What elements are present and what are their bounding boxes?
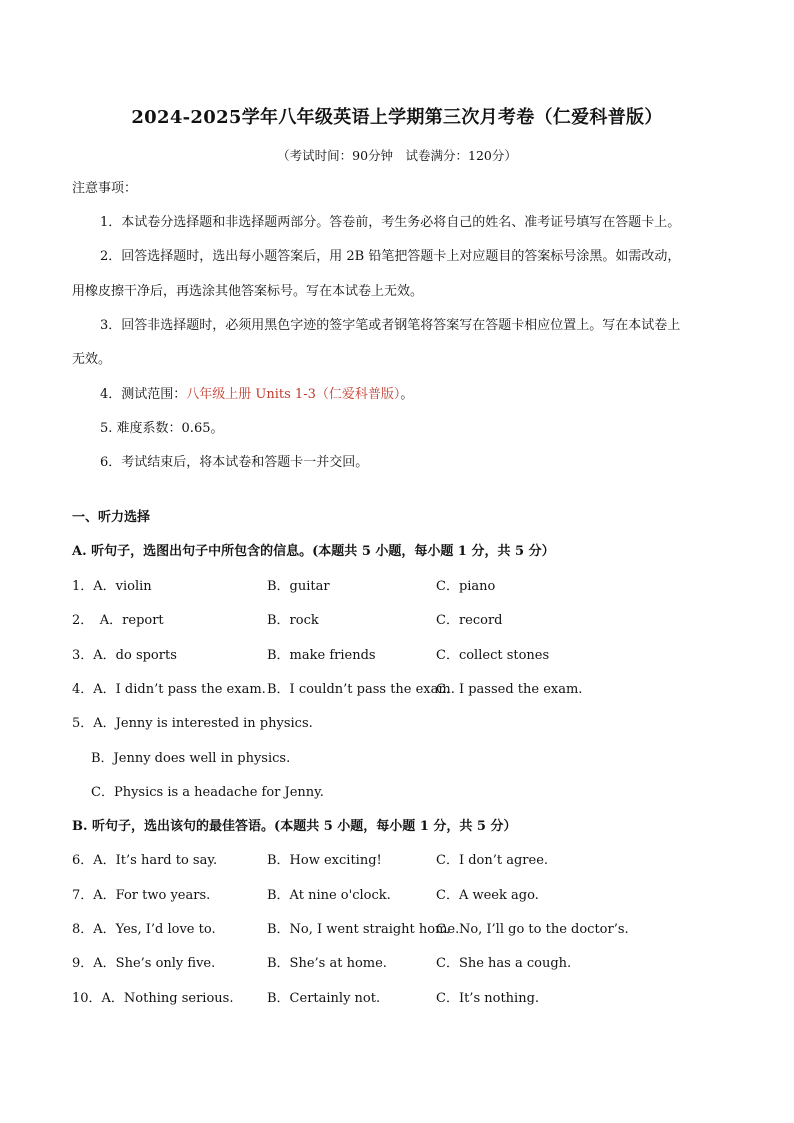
notice-item-2-line-2: 用橡皮擦干净后，再选涂其他答案标号。写在本试卷上无效。 xyxy=(72,284,424,299)
notice-item-4-suffix: 。 xyxy=(400,387,414,402)
q2-option-c: C．record xyxy=(436,613,503,628)
q9-option-c: C．She has a cough. xyxy=(436,956,572,971)
notice-item-3-line-2: 无效。 xyxy=(72,352,112,367)
q5-option-c: C．Physics is a headache for Jenny. xyxy=(91,785,324,800)
q8-option-b: B．No, I went straight home. xyxy=(267,922,460,937)
exam-subtitle: （考试时间：90分钟 试卷满分：120分） xyxy=(277,148,517,163)
q6-option-b: B．How exciting! xyxy=(267,853,382,868)
notice-item-3-line-1: 3．回答非选择题时，必须用黑色字迹的签字笔或者钢笔将答案写在答题卡相应位置上。写在本试卷上 xyxy=(100,318,681,333)
q9-option-b: B．She’s at home. xyxy=(267,956,387,971)
q10-option-c: C．It’s nothing. xyxy=(436,991,540,1006)
q3-option-a: 3．A．do sports xyxy=(72,648,177,663)
exam-title: 2024-2025学年八年级英语上学期第三次月考卷（仁爱科普版） xyxy=(131,107,663,128)
q7-option-b: B．At nine o'clock. xyxy=(267,888,391,903)
notice-item-4-prefix: 4．测试范围： xyxy=(100,387,187,402)
notice-item-5: 5. 难度系数：0.65。 xyxy=(100,421,224,436)
part-b-instruction: B. 听句子，选出该句的最佳答语。(本题共 5 小题，每小题 1 分，共 5 分） xyxy=(72,819,517,834)
q4-option-b: B．I couldn’t pass the exam. xyxy=(267,682,455,697)
q6-option-c: C．I don’t agree. xyxy=(436,853,549,868)
q1-option-b: B．guitar xyxy=(267,579,330,594)
q10-option-a: 10．A．Nothing serious. xyxy=(72,991,234,1006)
q1-option-c: C．piano xyxy=(436,579,496,594)
q3-option-b: B．make friends xyxy=(267,648,376,663)
q5-option-a: 5．A．Jenny is interested in physics. xyxy=(72,716,313,731)
test-range: 八年级上册 Units 1-3（仁爱科普版） xyxy=(186,387,401,402)
q2-option-a: 2． A．report xyxy=(72,613,164,628)
q5-option-b: B．Jenny does well in physics. xyxy=(91,751,291,766)
q4-option-a: 4．A．I didn’t pass the exam. xyxy=(72,682,266,697)
part-a-instruction: A. 听句子，选图出句子中所包含的信息。(本题共 5 小题，每小题 1 分，共 5 分） xyxy=(72,544,555,559)
q8-option-a: 8．A．Yes, I’d love to. xyxy=(72,922,216,937)
q7-option-c: C．A week ago. xyxy=(436,888,539,903)
notice-item-6: 6．考试结束后，将本试卷和答题卡一并交回。 xyxy=(100,455,369,470)
q7-option-a: 7．A．For two years. xyxy=(72,888,211,903)
q6-option-a: 6．A．It’s hard to say. xyxy=(72,853,218,868)
q8-option-c: C．No, I’ll go to the doctor’s. xyxy=(436,922,629,937)
q9-option-a: 9．A．She’s only five. xyxy=(72,956,216,971)
notice-item-1: 1．本试卷分选择题和非选择题两部分。答卷前，考生务必将自己的姓名、准考证号填写在答题卡上。 xyxy=(100,215,681,230)
q2-option-b: B．rock xyxy=(267,613,319,628)
notice-item-2-line-1: 2．回答选择题时，选出每小题答案后，用 2B 铅笔把答题卡上对应题目的答案标号涂黑。如需改动， xyxy=(100,249,681,264)
q10-option-b: B．Certainly not. xyxy=(267,991,381,1006)
notice-item-4 xyxy=(100,387,413,403)
notice-heading: 注意事项： xyxy=(72,181,138,196)
section-1-heading: 一、听力选择 xyxy=(72,510,151,525)
q1-option-a: 1．A．violin xyxy=(72,579,152,594)
q4-option-c: C．I passed the exam. xyxy=(436,682,583,697)
q3-option-c: C．collect stones xyxy=(436,648,550,663)
